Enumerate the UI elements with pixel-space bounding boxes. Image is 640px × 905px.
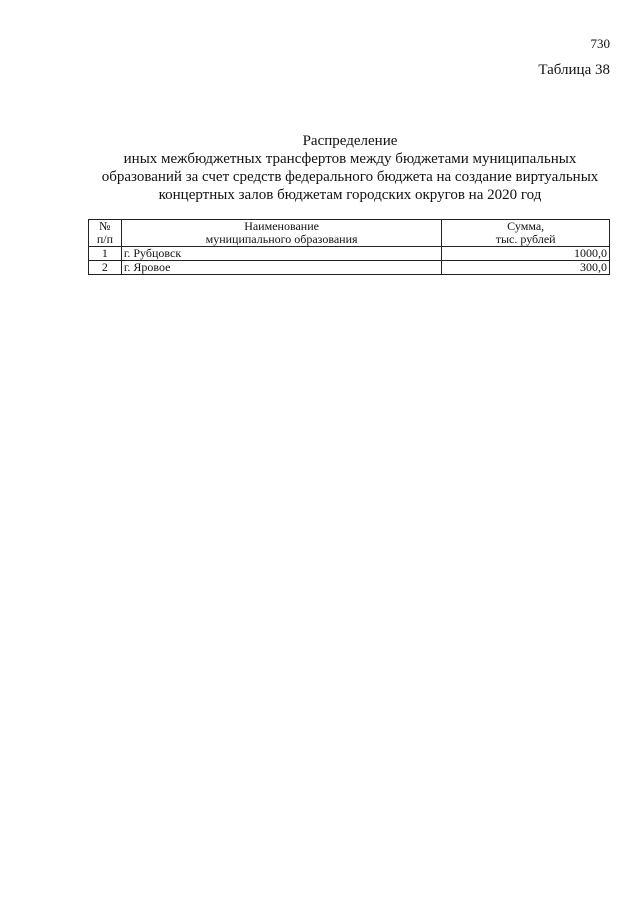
table-row [89, 247, 610, 261]
row-municipality: г. Рубцовск [121, 247, 442, 261]
table-label: Таблица 38 [538, 62, 610, 78]
row-amount: 1000,0 [442, 247, 610, 261]
heading-line-3: образований за счет средств федерального бюджета на создание виртуальных [101, 169, 599, 185]
heading-line-2: иных межбюджетных трансфертов между бюджетами муниципальных [123, 151, 577, 167]
header-number-line-2: п/п [96, 232, 113, 246]
row-amount: 300,0 [442, 261, 610, 275]
row-number: 1 [89, 247, 122, 261]
header-number-line-1: № [99, 219, 111, 233]
header-name [121, 220, 442, 247]
table-header-row [89, 220, 610, 247]
page-number: 730 [590, 36, 610, 51]
table-row [89, 261, 610, 275]
heading-line-4: концертных залов бюджетам городских округов на 2020 год [158, 187, 542, 203]
header-number [89, 220, 122, 247]
header-sum [442, 220, 610, 247]
heading-line-1: Распределение [302, 133, 398, 149]
distribution-table [88, 219, 610, 275]
header-sum-line-1: Сумма, [507, 219, 545, 233]
header-sum-line-2: тыс. рублей [495, 232, 556, 246]
header-name-line-1: Наименование [244, 219, 319, 233]
document-heading [88, 132, 612, 204]
row-municipality: г. Яровое [121, 261, 442, 275]
header-name-line-2: муниципального образования [205, 232, 358, 246]
row-number: 2 [89, 261, 122, 275]
